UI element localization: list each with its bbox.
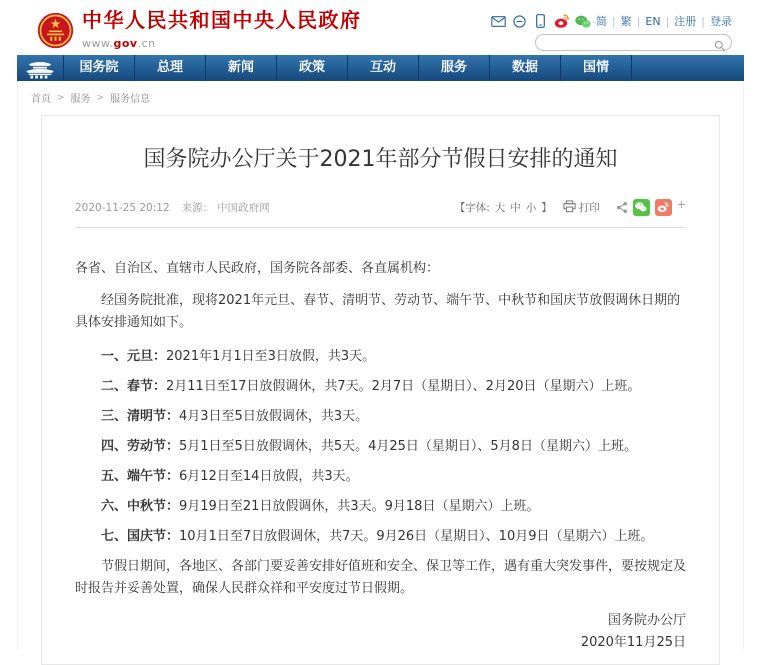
nav-item-interaction[interactable]: 互动 bbox=[348, 55, 419, 81]
search-box bbox=[535, 34, 732, 51]
holiday-text: 2021年1月1日至3日放假，共3天。 bbox=[166, 348, 376, 364]
nav-item-news[interactable]: 新闻 bbox=[206, 55, 277, 81]
nav-filler bbox=[632, 55, 744, 81]
nav-item-premier[interactable]: 总理 bbox=[135, 55, 206, 81]
search-input[interactable] bbox=[545, 37, 711, 48]
font-label-close: 】 bbox=[541, 202, 552, 215]
nav-item-policy[interactable]: 政策 bbox=[277, 55, 348, 81]
closing-paragraph: 节假日期间，各地区、各部门要妥善安排好值班和安全、保卫等工作，遇有重大突发事件，要按规定及时报告并妥善处置，确保人民群众祥和平安度过节日假期。 bbox=[75, 558, 687, 596]
holiday-item-spring-festival bbox=[75, 376, 686, 398]
holiday-label: 六、中秋节： bbox=[101, 498, 180, 514]
wechat-icon[interactable] bbox=[575, 13, 591, 29]
site-url-suffix: .cn bbox=[137, 37, 156, 50]
holiday-item-national-day bbox=[75, 526, 686, 548]
nav-item-services[interactable]: 服务 bbox=[419, 55, 490, 81]
weibo-icon[interactable] bbox=[554, 13, 570, 29]
register-link[interactable]: 注册 bbox=[674, 15, 697, 28]
breadcrumb-home[interactable]: 首页 bbox=[31, 94, 51, 105]
signature-issuer: 国务院办公厅 bbox=[607, 612, 686, 628]
share-more-button[interactable]: + bbox=[676, 197, 686, 211]
signature-date: 2020年11月25日 bbox=[580, 634, 686, 650]
printer-icon bbox=[563, 200, 576, 216]
page-container bbox=[17, 0, 744, 81]
link-separator: | bbox=[701, 14, 705, 28]
breadcrumb-current: 服务信息 bbox=[110, 94, 151, 105]
brand-text bbox=[82, 9, 362, 51]
nav-item-state-council[interactable]: 国务院 bbox=[64, 55, 135, 81]
link-separator: | bbox=[611, 14, 616, 28]
holiday-item-qingming bbox=[75, 406, 686, 428]
holiday-text: 2月11日至17日放假调休，共7天。2月7日（星期日）、2月20日（星期六）上班。 bbox=[166, 378, 641, 394]
nav-home-tiananmen-icon[interactable] bbox=[17, 55, 64, 81]
nav-item-data[interactable]: 数据 bbox=[490, 55, 561, 81]
source-link[interactable]: 中国政府网 bbox=[217, 202, 270, 215]
accessibility-icon[interactable] bbox=[512, 13, 528, 29]
site-logo[interactable] bbox=[37, 9, 362, 51]
font-size-control bbox=[455, 200, 552, 215]
font-label-open: 【字体: bbox=[454, 202, 490, 215]
holiday-text: 6月12日至14日放假，共3天。 bbox=[179, 468, 359, 484]
salutation: 各省、自治区、直辖市人民政府，国务院各部委、各直属机构： bbox=[75, 260, 440, 276]
meta-right bbox=[455, 199, 686, 217]
intro-paragraph: 经国务院批准，现将2021年元旦、春节、清明节、劳动节、端午节、中秋节和国庆节放假调休日期的具体安排通知如下。 bbox=[75, 292, 681, 330]
print-label: 打印 bbox=[578, 202, 600, 215]
login-link[interactable]: 登录 bbox=[710, 15, 732, 28]
font-size-large-button[interactable]: 大 bbox=[494, 202, 506, 215]
holiday-item-mid-autumn bbox=[75, 496, 686, 518]
article-box bbox=[41, 115, 720, 665]
holiday-label: 七、国庆节： bbox=[101, 528, 180, 544]
holiday-label: 二、春节： bbox=[101, 378, 167, 394]
quick-links-row bbox=[491, 13, 732, 29]
breadcrumb bbox=[18, 81, 743, 113]
lang-traditional-link[interactable]: 繁 bbox=[620, 15, 632, 28]
share-icon[interactable] bbox=[615, 201, 628, 217]
meta-divider bbox=[75, 227, 686, 228]
holiday-label: 五、端午节： bbox=[101, 468, 180, 484]
national-emblem-icon bbox=[37, 12, 74, 49]
header-right bbox=[491, 9, 732, 51]
site-header bbox=[17, 0, 744, 55]
search-icon[interactable] bbox=[714, 37, 726, 56]
site-title: 中华人民共和国中央人民政府 bbox=[82, 8, 362, 32]
nav-item-national-conditions[interactable]: 国情 bbox=[561, 55, 632, 81]
link-separator: | bbox=[636, 14, 641, 28]
lang-simplified-link[interactable]: 简 bbox=[595, 15, 607, 28]
breadcrumb-separator: > bbox=[96, 92, 105, 103]
holiday-text: 4月3日至5日放假调休，共3天。 bbox=[179, 408, 369, 424]
font-size-small-button[interactable]: 小 bbox=[525, 202, 537, 215]
print-button[interactable] bbox=[563, 200, 600, 216]
holiday-label: 一、元旦： bbox=[101, 348, 167, 364]
holiday-text: 5月1日至5日放假调休，共5天。4月25日（星期日）、5月8日（星期六）上班。 bbox=[179, 438, 637, 454]
site-url-prefix: www. bbox=[82, 37, 114, 50]
mail-icon[interactable] bbox=[491, 13, 507, 29]
holiday-text: 9月19日至21日放假调休，共3天。9月18日（星期六）上班。 bbox=[179, 498, 540, 514]
share-weibo-icon[interactable] bbox=[655, 199, 672, 216]
share-row bbox=[615, 199, 686, 217]
article-meta-row bbox=[75, 199, 686, 217]
holiday-label: 三、清明节： bbox=[101, 408, 180, 424]
breadcrumb-separator: > bbox=[57, 92, 65, 103]
article-body bbox=[75, 258, 686, 654]
signature-block bbox=[75, 610, 686, 654]
mobile-icon[interactable] bbox=[533, 13, 549, 29]
holiday-text: 10月1日至7日放假调休，共7天。9月26日（星期日）、10月9日（星期六）上班。 bbox=[179, 528, 654, 544]
site-url-gov: gov bbox=[113, 37, 138, 50]
holiday-item-labor-day bbox=[75, 436, 686, 458]
article-title: 国务院办公厅关于2021年部分节假日安排的通知 bbox=[143, 147, 618, 172]
lang-english-link[interactable]: EN bbox=[645, 14, 661, 28]
holiday-label: 四、劳动节： bbox=[101, 438, 180, 454]
link-separator: | bbox=[665, 14, 670, 28]
share-wechat-icon[interactable] bbox=[633, 199, 650, 216]
meta-left bbox=[75, 200, 270, 215]
site-url bbox=[82, 37, 156, 50]
holiday-item-new-year bbox=[75, 346, 686, 368]
font-size-medium-button[interactable]: 中 bbox=[510, 202, 521, 215]
holiday-item-dragon-boat bbox=[75, 466, 686, 488]
source-label: 来源： bbox=[181, 202, 214, 215]
publish-datetime: 2020-11-25 20:12 bbox=[75, 201, 170, 214]
breadcrumb-services[interactable]: 服务 bbox=[70, 94, 91, 105]
main-nav bbox=[17, 55, 744, 81]
page-body bbox=[17, 81, 744, 650]
